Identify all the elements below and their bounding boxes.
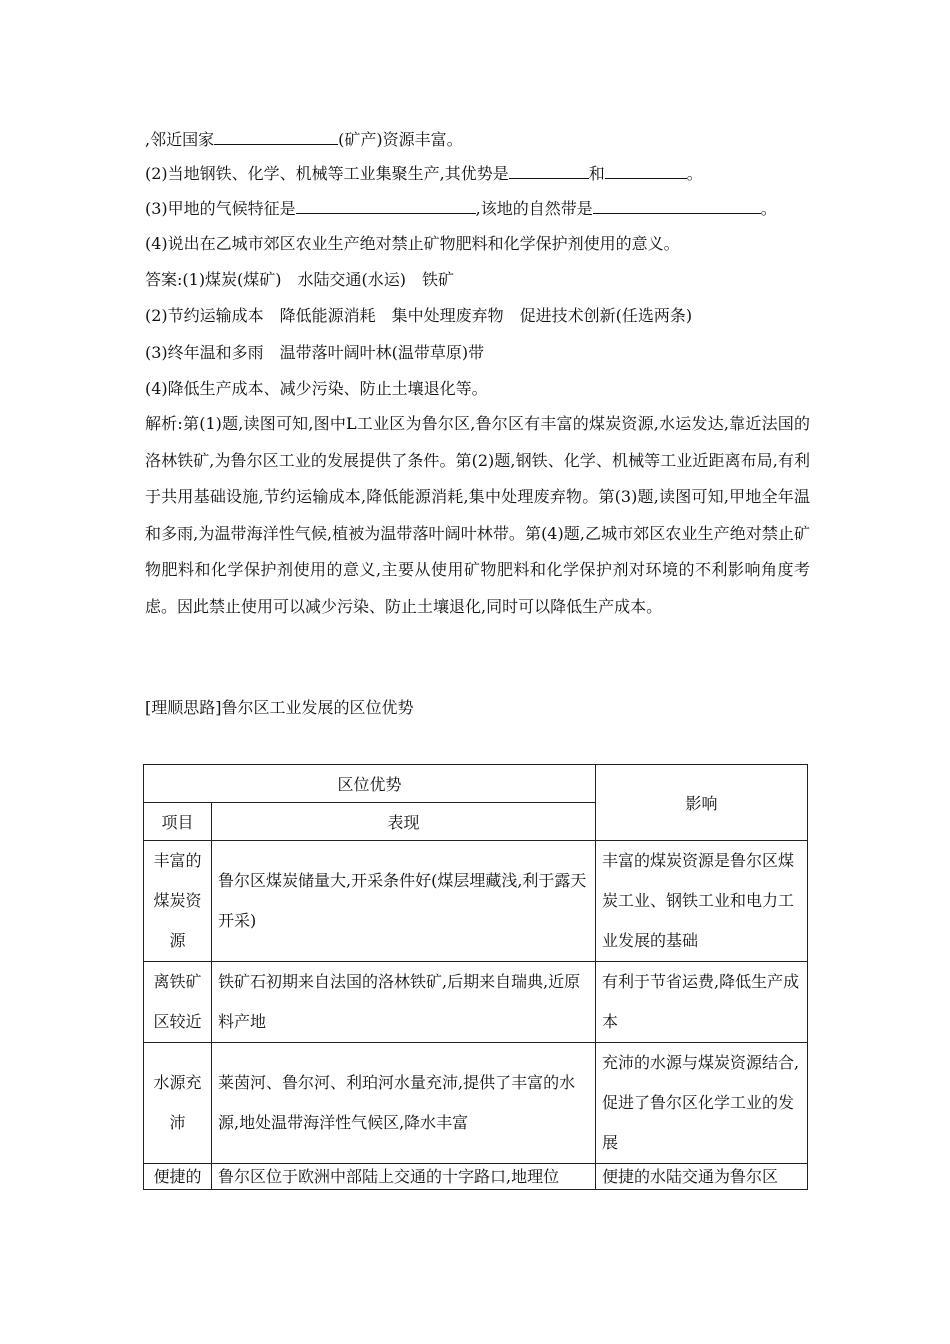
question-1-tail bbox=[145, 129, 810, 151]
row-item: 便捷的 bbox=[144, 1164, 212, 1190]
q3-prefix: (3)甲地的气候特征是 bbox=[145, 199, 296, 218]
analysis-paragraph: 解析:第(1)题,读图可知,图中L工业区为鲁尔区,鲁尔区有丰富的煤炭资源,水运发达,靠近法国的洛林铁矿,为鲁尔区工业的发展提供了条件。第(2)题,钢铁、化学、机械等工业近距离布局,有利于共用基础设施,节约运输成本,降低能源消耗,集中处理废弃物。第(3)题,读图可知,甲地全年温和多雨,为温带海洋性气候,植被为温带落叶阔叶林带。第(4)题,乙城市郊区农业生产绝对禁止矿物肥料和化学保护剂使用的意义,主要从使用矿物肥料和化学保护剂对环境的不利影响角度考虑。因此禁止使用可以减少污染、防止土壤退化,同时可以降低生产成本。 bbox=[145, 414, 810, 616]
q1-suffix: (矿产)资源丰富。 bbox=[338, 130, 463, 149]
question-2 bbox=[145, 163, 810, 185]
table-row bbox=[144, 1164, 808, 1190]
header-performance: 表现 bbox=[212, 803, 596, 841]
q3-suffix: 。 bbox=[760, 199, 777, 218]
row-impact: 便捷的水陆交通为鲁尔区 bbox=[596, 1164, 808, 1190]
question-4: (4)说出在乙城市郊区农业生产绝对禁止矿物肥料和化学保护剂使用的意义。 bbox=[145, 234, 680, 253]
table-row bbox=[144, 962, 808, 1043]
header-advantage: 区位优势 bbox=[144, 765, 596, 803]
q1-prefix: ,邻近国家 bbox=[145, 130, 215, 149]
q2-middle: 和 bbox=[588, 164, 605, 183]
row-performance: 莱茵河、鲁尔河、利珀河水量充沛,提供了丰富的水源,地处温带海洋性气候区,降水丰富 bbox=[212, 1043, 596, 1164]
answer-blank bbox=[605, 163, 687, 179]
thinking-title: [理顺思路]鲁尔区工业发展的区位优势 bbox=[145, 698, 414, 717]
q2-prefix: (2)当地钢铁、化学、机械等工业集聚生产,其优势是 bbox=[145, 164, 509, 183]
row-item: 丰富的煤炭资源 bbox=[144, 841, 212, 962]
answer-blank bbox=[593, 198, 761, 214]
answer-2: (2)节约运输成本 降低能源消耗 集中处理废弃物 促进技术创新(任选两条) bbox=[145, 306, 693, 325]
answer-4: (4)降低生产成本、减少污染、防止土壤退化等。 bbox=[145, 379, 488, 398]
q3-middle: ,该地的自然带是 bbox=[475, 199, 593, 218]
location-advantage-table bbox=[143, 764, 808, 1190]
q2-suffix: 。 bbox=[686, 164, 703, 183]
row-performance: 鲁尔区煤炭储量大,开采条件好(煤层埋藏浅,利于露天开采) bbox=[212, 841, 596, 962]
row-impact: 有利于节省运费,降低生产成本 bbox=[596, 962, 808, 1043]
table-row bbox=[144, 1043, 808, 1164]
row-impact: 充沛的水源与煤炭资源结合,促进了鲁尔区化学工业的发展 bbox=[596, 1043, 808, 1164]
table-row bbox=[144, 841, 808, 962]
answer-blank bbox=[509, 163, 589, 179]
row-performance: 铁矿石初期来自法国的洛林铁矿,后期来自瑞典,近原料产地 bbox=[212, 962, 596, 1043]
row-item: 离铁矿区较近 bbox=[144, 962, 212, 1043]
answer-blank bbox=[214, 129, 338, 145]
header-item: 项目 bbox=[144, 803, 212, 841]
question-3 bbox=[145, 198, 810, 220]
answer-blank bbox=[296, 198, 476, 214]
row-impact: 丰富的煤炭资源是鲁尔区煤炭工业、钢铁工业和电力工业发展的基础 bbox=[596, 841, 808, 962]
table-header-row bbox=[144, 765, 808, 803]
answer-3: (3)终年温和多雨 温带落叶阔叶林(温带草原)带 bbox=[145, 343, 485, 362]
header-impact: 影响 bbox=[596, 765, 808, 841]
answer-1: 答案:(1)煤炭(煤矿) 水陆交通(水运) 铁矿 bbox=[145, 270, 455, 289]
row-performance: 鲁尔区位于欧洲中部陆上交通的十字路口,地理位 bbox=[212, 1164, 596, 1190]
row-item: 水源充沛 bbox=[144, 1043, 212, 1164]
